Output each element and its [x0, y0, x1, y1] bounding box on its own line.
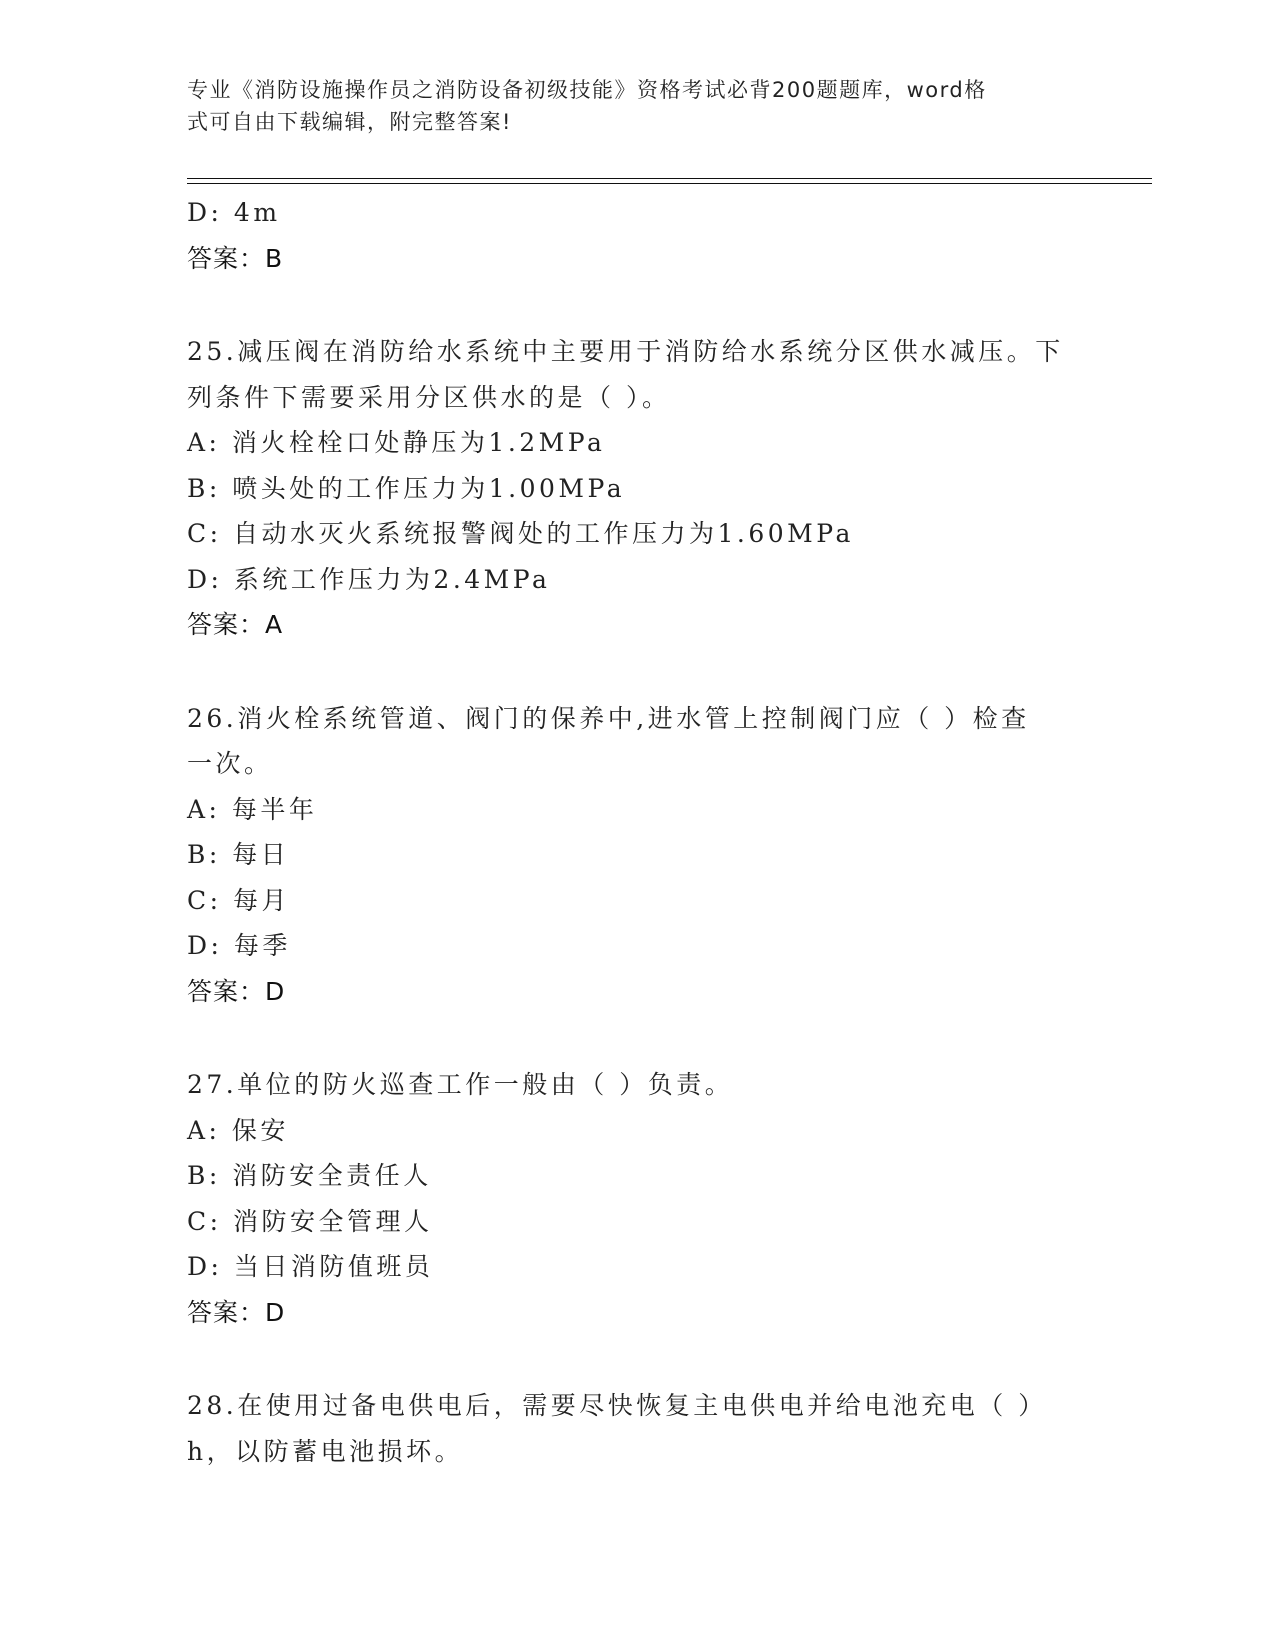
- header-divider-bottom: [187, 183, 1152, 184]
- previous-question-tail: [187, 190, 1067, 281]
- option-b: B: 每日: [187, 840, 290, 869]
- question-stem: 27.单位的防火巡查工作一般由（ ）负责。: [187, 1070, 734, 1099]
- option-d: D: 每季: [187, 931, 291, 960]
- option-d: D: 系统工作压力为2.4MPa: [187, 564, 551, 594]
- option-c: C: 每月: [187, 885, 290, 915]
- question-stem: 26.消火栓系统管道、阀门的保养中,进水管上控制阀门应（ ）检查: [187, 703, 1030, 733]
- question-25: [187, 329, 1067, 648]
- question-26: [187, 696, 1067, 1015]
- option-d: D: 当日消防值班员: [187, 1252, 434, 1281]
- question-27: [187, 1062, 1067, 1335]
- question-stem: 25.减压阀在消防给水系统中主要用于消防给水系统分区供水减压。下: [187, 337, 1064, 366]
- question-stem: 一次。: [187, 749, 273, 778]
- option-d: D: 4m: [187, 198, 281, 227]
- option-b: B: 喷头处的工作压力为1.00MPa: [187, 473, 626, 503]
- answer: 答案：D: [187, 976, 286, 1006]
- header-line-2: 式可自由下载编辑，附完整答案!: [187, 110, 512, 134]
- option-a: A: 消火栓栓口处静压为1.2MPa: [187, 428, 606, 457]
- question-stem: 28.在使用过备电供电后，需要尽快恢复主电供电并给电池充电（ ）: [187, 1391, 1047, 1420]
- answer: 答案：B: [187, 243, 284, 273]
- header-divider-top: [187, 178, 1152, 179]
- option-a: A: 保安: [187, 1115, 289, 1145]
- question-28: [187, 1383, 1067, 1474]
- answer: 答案：D: [187, 1297, 286, 1327]
- answer: 答案：A: [187, 610, 284, 639]
- question-list: [187, 190, 1067, 1474]
- option-a: A: 每半年: [187, 794, 318, 824]
- question-stem: h，以防蓄电池损坏。: [187, 1436, 464, 1466]
- header-line-1: 专业《消防设施操作员之消防设备初级技能》资格考试必背200题题库，word格: [187, 78, 987, 102]
- option-b: B: 消防安全责任人: [187, 1161, 432, 1190]
- option-c: C: 自动水灭火系统报警阀处的工作压力为1.60MPa: [187, 519, 854, 548]
- document-header: [187, 74, 1067, 138]
- question-stem: 列条件下需要采用分区供水的是（ ）。: [187, 382, 671, 412]
- option-c: C: 消防安全管理人: [187, 1206, 433, 1236]
